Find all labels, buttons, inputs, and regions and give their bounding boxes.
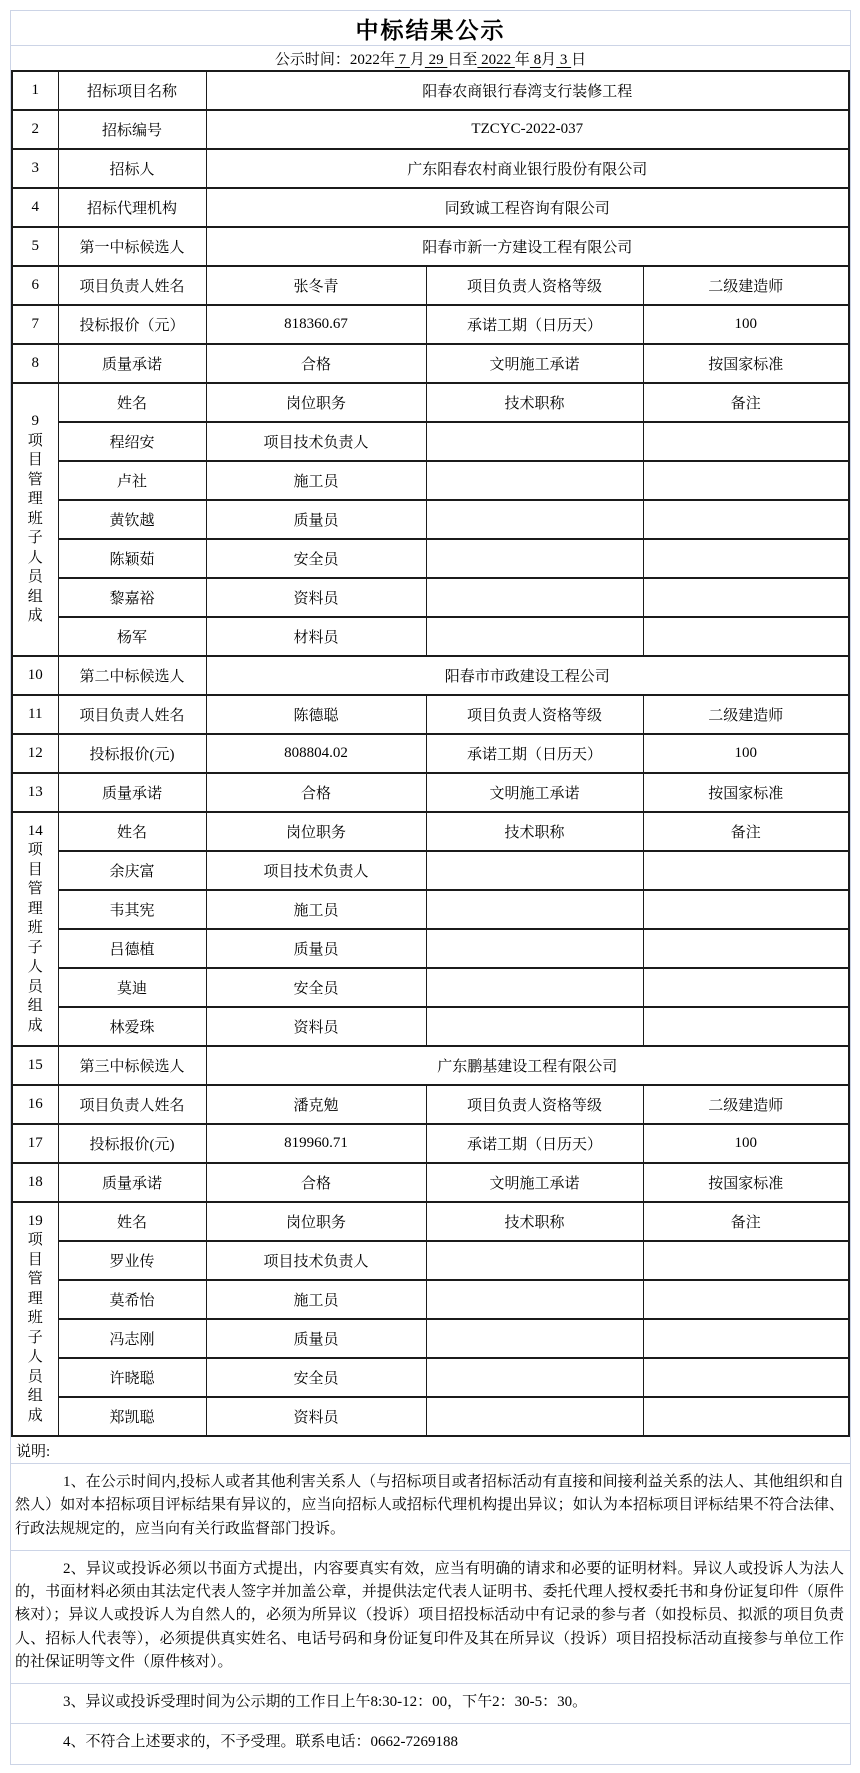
member-remark-cell	[643, 929, 849, 968]
field-value-cell: 二级建造师	[643, 695, 849, 734]
field-label-cell: 质量承诺	[58, 344, 206, 383]
publish-time-filled-value: 7	[394, 51, 410, 68]
row-number-cell: 13	[12, 773, 58, 812]
field-label-cell: 招标代理机构	[58, 188, 206, 227]
member-header-cell: 姓名	[58, 812, 206, 851]
field-value-cell: 阳春市市政建设工程公司	[206, 656, 849, 695]
member-row	[12, 851, 849, 890]
member-row	[12, 890, 849, 929]
field-label-cell: 承诺工期（日历天）	[426, 734, 643, 773]
row-number-cell: 11	[12, 695, 58, 734]
field-value-cell: 100	[643, 305, 849, 344]
group-label-char: 成	[27, 1407, 43, 1424]
note-paragraph: 2、异议或投诉必须以书面方式提出，内容要真实有效，应当有明确的请求和必要的证明材料。异议人或投诉人为法人的，书面材料必须由其法定代表人签字并加盖公章，并提供法定代表人证明书、委托代理人授权委托书和身份证复印件（原件核对）；异议人或投诉人为自然人的，必须为所异议（投诉）项目招投标活动中有记录的参与者（如投标员、拟派的项目负责人、招标人代表等），必须提供真实姓名、电话号码和身份证复印件及其在所异议（投诉）项目招投标活动直接参与单位工作的社保证明等文件（原件核对）。	[11, 1551, 850, 1684]
member-role-cell: 施工员	[206, 890, 426, 929]
notes-section	[11, 1437, 850, 1764]
group-label-char: 成	[27, 1017, 43, 1034]
field-label-cell: 第三中标候选人	[58, 1046, 206, 1085]
field-label-cell: 第二中标候选人	[58, 656, 206, 695]
member-name-cell: 程绍安	[58, 422, 206, 461]
row-number-cell: 8	[12, 344, 58, 383]
member-remark-cell	[643, 461, 849, 500]
notes-heading: 说明:	[11, 1437, 850, 1464]
row-number-cell: 5	[12, 227, 58, 266]
member-row	[12, 968, 849, 1007]
field-label-cell: 第一中标候选人	[58, 227, 206, 266]
member-remark-cell	[643, 1280, 849, 1319]
table-row	[12, 71, 849, 110]
publish-time-filled-value: 2022	[477, 51, 515, 68]
field-value-cell: 100	[643, 734, 849, 773]
field-label-cell: 质量承诺	[58, 1163, 206, 1202]
row-number-cell: 4	[12, 188, 58, 227]
field-value-cell: 合格	[206, 344, 426, 383]
group-label-char: 目	[27, 861, 43, 878]
field-value-cell: 按国家标准	[643, 1163, 849, 1202]
group-label-char: 项	[27, 1232, 43, 1249]
member-row	[12, 1319, 849, 1358]
publish-time-text: 年	[514, 51, 530, 68]
member-role-cell: 资料员	[206, 578, 426, 617]
member-row	[12, 1358, 849, 1397]
publish-time-text: 2022年	[349, 51, 395, 68]
table-row	[12, 227, 849, 266]
member-role-cell: 施工员	[206, 1280, 426, 1319]
field-label-cell: 投标报价(元)	[58, 1124, 206, 1163]
field-value-cell: 二级建造师	[643, 266, 849, 305]
publish-time-label: 公示时间：	[274, 51, 350, 68]
member-header-cell: 备注	[643, 383, 849, 422]
bid-results-table	[11, 70, 850, 1437]
member-name-cell: 卢社	[58, 461, 206, 500]
member-role-cell: 安全员	[206, 1358, 426, 1397]
table-row	[12, 344, 849, 383]
field-label-cell: 质量承诺	[58, 773, 206, 812]
member-row	[12, 539, 849, 578]
group-number: 19	[27, 1212, 43, 1229]
field-label-cell: 项目负责人姓名	[58, 266, 206, 305]
member-title-cell	[426, 968, 643, 1007]
field-label-cell: 投标报价(元)	[58, 734, 206, 773]
field-value-cell: 100	[643, 1124, 849, 1163]
table-row	[12, 1163, 849, 1202]
table-row	[12, 734, 849, 773]
member-remark-cell	[643, 578, 849, 617]
field-value-cell: 阳春农商银行春湾支行装修工程	[206, 71, 849, 110]
member-row	[12, 1397, 849, 1436]
field-value-cell: 同致诚工程咨询有限公司	[206, 188, 849, 227]
member-role-cell: 项目技术负责人	[206, 422, 426, 461]
row-number-cell	[12, 383, 58, 656]
group-number: 14	[27, 822, 43, 839]
group-label-char: 员	[27, 1368, 43, 1385]
row-number-cell: 10	[12, 656, 58, 695]
publish-time-row	[11, 46, 850, 70]
field-value-cell: 张冬青	[206, 266, 426, 305]
member-remark-cell	[643, 1319, 849, 1358]
group-label-char: 理	[27, 491, 43, 508]
member-header-cell: 备注	[643, 1202, 849, 1241]
group-label-char: 理	[27, 1290, 43, 1307]
table-row	[12, 266, 849, 305]
group-number: 9	[31, 413, 39, 430]
table-row	[12, 188, 849, 227]
group-header-row	[12, 1202, 849, 1241]
publish-time-text: 日	[571, 51, 587, 68]
group-label-char: 理	[27, 900, 43, 917]
field-value-cell: 合格	[206, 1163, 426, 1202]
member-row	[12, 617, 849, 656]
field-value-cell: 潘克勉	[206, 1085, 426, 1124]
member-role-cell: 质量员	[206, 929, 426, 968]
member-name-cell: 韦其宪	[58, 890, 206, 929]
group-label-char: 成	[27, 608, 43, 625]
group-label-char: 班	[27, 1310, 43, 1327]
member-title-cell	[426, 1241, 643, 1280]
member-remark-cell	[643, 968, 849, 1007]
member-role-cell: 材料员	[206, 617, 426, 656]
member-name-cell: 莫迪	[58, 968, 206, 1007]
field-label-cell: 项目负责人资格等级	[426, 266, 643, 305]
member-role-cell: 项目技术负责人	[206, 851, 426, 890]
member-header-cell: 姓名	[58, 383, 206, 422]
note-paragraph: 1、在公示时间内,投标人或者其他利害关系人（与招标项目或者招标活动有直接和间接利益关系的法人、其他组织和自然人）如对本招标项目评标结果有异议的，应当向招标人或招标代理机构提出异议；如认为本招标项目评标结果不符合法律、行政法规规定的，应当向有关行政监督部门投诉。	[11, 1464, 850, 1551]
member-title-cell	[426, 461, 643, 500]
field-label-cell: 文明施工承诺	[426, 773, 643, 812]
member-role-cell: 质量员	[206, 500, 426, 539]
member-role-cell: 资料员	[206, 1007, 426, 1046]
publish-time-value	[350, 48, 586, 69]
publish-time-text: 月	[409, 51, 425, 68]
table-row	[12, 149, 849, 188]
group-label-char: 子	[27, 939, 43, 956]
member-name-cell: 罗业传	[58, 1241, 206, 1280]
field-value-cell: 广东阳春农村商业银行股份有限公司	[206, 149, 849, 188]
row-number-cell	[12, 812, 58, 1046]
table-row	[12, 773, 849, 812]
member-remark-cell	[643, 500, 849, 539]
field-label-cell: 项目负责人资格等级	[426, 1085, 643, 1124]
member-role-cell: 安全员	[206, 968, 426, 1007]
group-label-char: 组	[27, 998, 43, 1015]
group-label-char: 管	[27, 1271, 43, 1288]
member-header-cell: 备注	[643, 812, 849, 851]
field-label-cell: 招标编号	[58, 110, 206, 149]
group-label-char: 项	[27, 432, 43, 449]
field-label-cell: 项目负责人姓名	[58, 1085, 206, 1124]
member-header-cell: 岗位职务	[206, 812, 426, 851]
row-number-cell: 2	[12, 110, 58, 149]
member-remark-cell	[643, 422, 849, 461]
member-title-cell	[426, 617, 643, 656]
group-label-char: 项	[27, 842, 43, 859]
member-name-cell: 许晓聪	[58, 1358, 206, 1397]
field-value-cell: TZCYC-2022-037	[206, 110, 849, 149]
member-row	[12, 500, 849, 539]
group-label-char: 组	[27, 588, 43, 605]
group-label-char: 员	[27, 569, 43, 586]
row-number-cell: 6	[12, 266, 58, 305]
publish-time-filled-value: 8	[529, 51, 542, 68]
field-label-cell: 文明施工承诺	[426, 344, 643, 383]
member-name-cell: 陈颖茹	[58, 539, 206, 578]
member-row	[12, 1007, 849, 1046]
group-label-char: 人	[27, 549, 43, 566]
member-title-cell	[426, 929, 643, 968]
field-label-cell: 文明施工承诺	[426, 1163, 643, 1202]
member-header-cell: 岗位职务	[206, 383, 426, 422]
member-role-cell: 项目技术负责人	[206, 1241, 426, 1280]
member-remark-cell	[643, 1358, 849, 1397]
member-row	[12, 929, 849, 968]
member-remark-cell	[643, 617, 849, 656]
member-row	[12, 1241, 849, 1280]
row-number-cell: 12	[12, 734, 58, 773]
field-value-cell: 陈德聪	[206, 695, 426, 734]
publish-time-filled-value: 3	[556, 51, 572, 68]
member-remark-cell	[643, 1241, 849, 1280]
member-title-cell	[426, 1280, 643, 1319]
group-label-char: 人	[27, 959, 43, 976]
member-title-cell	[426, 1007, 643, 1046]
field-value-cell: 按国家标准	[643, 773, 849, 812]
field-value-cell: 818360.67	[206, 305, 426, 344]
group-label-char: 员	[27, 978, 43, 995]
field-label-cell: 项目负责人姓名	[58, 695, 206, 734]
member-remark-cell	[643, 851, 849, 890]
member-name-cell: 吕德植	[58, 929, 206, 968]
member-title-cell	[426, 1358, 643, 1397]
table-row	[12, 1124, 849, 1163]
member-title-cell	[426, 851, 643, 890]
field-value-cell: 819960.71	[206, 1124, 426, 1163]
table-row	[12, 1085, 849, 1124]
note-paragraph: 3、异议或投诉受理时间为公示期的工作日上午8:30-12：00，下午2：30-5：30。	[11, 1684, 850, 1724]
field-label-cell: 投标报价（元）	[58, 305, 206, 344]
member-name-cell: 冯志刚	[58, 1319, 206, 1358]
row-number-cell: 1	[12, 71, 58, 110]
group-label-char: 目	[27, 452, 43, 469]
member-role-cell: 施工员	[206, 461, 426, 500]
field-value-cell: 合格	[206, 773, 426, 812]
group-header-row	[12, 812, 849, 851]
member-row	[12, 422, 849, 461]
group-label-char: 班	[27, 510, 43, 527]
member-name-cell: 林爱珠	[58, 1007, 206, 1046]
announcement-sheet	[10, 10, 851, 1765]
member-header-cell: 技术职称	[426, 383, 643, 422]
member-header-cell: 姓名	[58, 1202, 206, 1241]
member-role-cell: 质量员	[206, 1319, 426, 1358]
member-title-cell	[426, 1319, 643, 1358]
member-title-cell	[426, 500, 643, 539]
row-number-cell	[12, 1202, 58, 1436]
member-row	[12, 461, 849, 500]
member-name-cell: 杨军	[58, 617, 206, 656]
notes-list	[11, 1464, 850, 1764]
group-label-char: 人	[27, 1349, 43, 1366]
member-role-cell: 安全员	[206, 539, 426, 578]
group-label-char: 管	[27, 471, 43, 488]
member-role-cell: 资料员	[206, 1397, 426, 1436]
table-row	[12, 110, 849, 149]
publish-time-filled-value: 29	[424, 51, 448, 68]
member-name-cell: 郑凯聪	[58, 1397, 206, 1436]
field-label-cell: 承诺工期（日历天）	[426, 305, 643, 344]
field-value-cell: 808804.02	[206, 734, 426, 773]
table-row	[12, 305, 849, 344]
member-title-cell	[426, 422, 643, 461]
member-title-cell	[426, 539, 643, 578]
member-name-cell: 余庆富	[58, 851, 206, 890]
group-label-char: 组	[27, 1388, 43, 1405]
member-remark-cell	[643, 539, 849, 578]
member-name-cell: 莫希怡	[58, 1280, 206, 1319]
member-header-cell: 技术职称	[426, 1202, 643, 1241]
group-label-char: 目	[27, 1251, 43, 1268]
field-value-cell: 二级建造师	[643, 1085, 849, 1124]
row-number-cell: 16	[12, 1085, 58, 1124]
member-remark-cell	[643, 1397, 849, 1436]
member-name-cell: 黎嘉裕	[58, 578, 206, 617]
member-header-cell: 岗位职务	[206, 1202, 426, 1241]
field-label-cell: 项目负责人资格等级	[426, 695, 643, 734]
group-header-row	[12, 383, 849, 422]
member-title-cell	[426, 890, 643, 929]
publish-time-text: 月	[541, 51, 557, 68]
field-value-cell: 阳春市新一方建设工程有限公司	[206, 227, 849, 266]
field-label-cell: 承诺工期（日历天）	[426, 1124, 643, 1163]
page-title: 中标结果公示	[11, 11, 850, 46]
table-row	[12, 1046, 849, 1085]
field-value-cell: 按国家标准	[643, 344, 849, 383]
member-remark-cell	[643, 1007, 849, 1046]
member-row	[12, 578, 849, 617]
table-row	[12, 656, 849, 695]
group-label-char: 子	[27, 530, 43, 547]
member-title-cell	[426, 578, 643, 617]
field-label-cell: 招标人	[58, 149, 206, 188]
member-name-cell: 黄钦越	[58, 500, 206, 539]
field-value-cell: 广东鹏基建设工程有限公司	[206, 1046, 849, 1085]
row-number-cell: 15	[12, 1046, 58, 1085]
member-header-cell: 技术职称	[426, 812, 643, 851]
group-label-char: 管	[27, 881, 43, 898]
field-label-cell: 招标项目名称	[58, 71, 206, 110]
row-number-cell: 3	[12, 149, 58, 188]
member-title-cell	[426, 1397, 643, 1436]
row-number-cell: 18	[12, 1163, 58, 1202]
publish-time-text: 日至	[447, 51, 478, 68]
group-label-char: 班	[27, 920, 43, 937]
row-number-cell: 17	[12, 1124, 58, 1163]
table-row	[12, 695, 849, 734]
group-label-char: 子	[27, 1329, 43, 1346]
member-remark-cell	[643, 890, 849, 929]
member-row	[12, 1280, 849, 1319]
row-number-cell: 7	[12, 305, 58, 344]
note-paragraph: 4、不符合上述要求的，不予受理。联系电话：0662-7269188	[63, 1734, 458, 1751]
